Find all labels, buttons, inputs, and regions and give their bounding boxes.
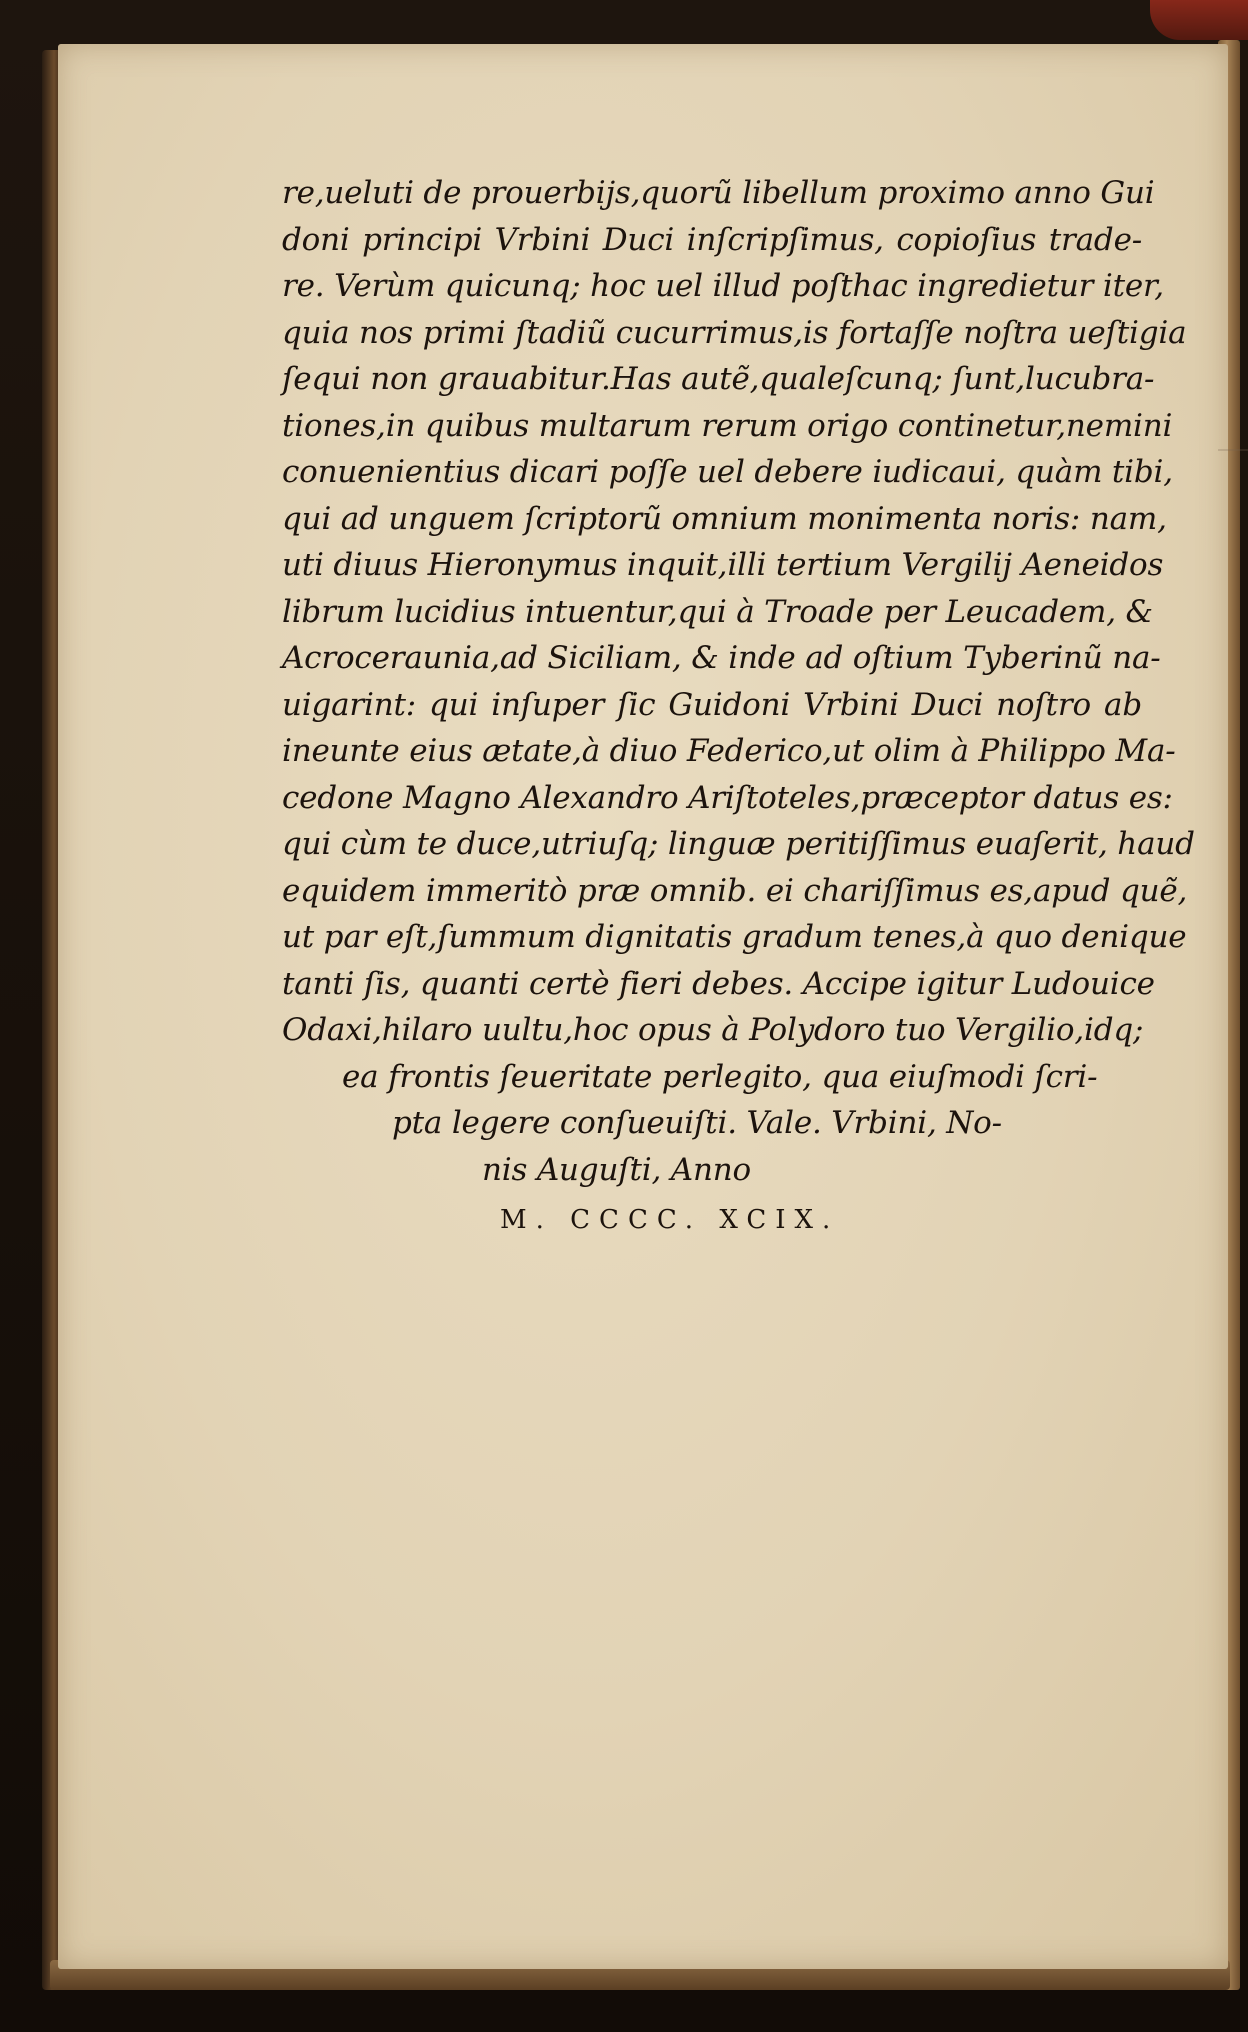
text-line: qui ad unguem ſcriptorũ omnium monimenta noris: nam, [282,500,1167,537]
text-line: tanti ſis, quanti certè fieri debes. Accipe igitur Ludouice [282,965,1155,1002]
text-line: uti diuus Hieronymus inquit,illi tertium Vergilij Aeneidos [282,547,1164,583]
page-text [282,170,1195,1244]
text-line: conuenientius dicari poſſe uel debere iudicaui, quàm tibi, [282,454,1173,490]
text-line: Odaxi,hilaro uultu,hoc opus à Polydoro tuo Vergilio,idq; [282,1012,1144,1048]
text-line: librum lucidius intuentur,qui à Troade per Leucadem, & [282,593,1153,630]
text-line: re,ueluti de prouerbijs,quorũ libellum proximo anno Gui [282,175,1155,211]
text-line: ut par eſt,ſummum dignitatis gradum tenes,à quo denique [282,919,1187,955]
text-line: ſequi non grauabitur.Has autẽ,qualeſcunq; ſunt,lucubra- [282,361,1155,397]
margin-mark [1218,449,1248,451]
text-line: ineunte eius ætate,à diuo Federico,ut olim à Philippo Ma- [282,733,1176,769]
text-line: quia nos primi ſtadiũ cucurrimus,is fortaſſe noſtra ueſtigia [282,314,1187,351]
text-line: uigarint: qui inſuper ſic Guidoni Vrbini Duci noſtro ab [282,686,1142,723]
text-line: Acroceraunia,ad Siciliam, & inde ad oſtium Tyberinũ na- [282,640,1161,676]
text-line: qui cùm te duce,utriuſq; linguæ peritiſſimus euaſerit, haud [282,826,1195,862]
page-corner [1150,0,1248,40]
text-line: equidem immeritò præ omnib. ei chariſſimus es,apud quẽ, [282,872,1188,909]
text-line: cedone Magno Alexandro Ariſtoteles,præceptor datus es: [282,779,1173,816]
closing-line: pta legere conſueuiſti. Vale. Vrbini, No- [392,1105,1002,1141]
closing-line: nis Auguſti, Anno [482,1151,751,1188]
text-line: re. Verùm quicunq; hoc uel illud poſthac ingredietur iter, [282,268,1164,304]
closing-line: ea frontis ſeueritate perlegito, qua eiuſmodi ſcri- [342,1058,1098,1095]
date-line: M. CCCC. XCIX. [500,1205,840,1235]
text-line: tiones,in quibus multarum rerum origo continetur,nemini [282,407,1173,444]
text-line: doni principi Vrbini Duci inſcripſimus, copioſius trade- [282,221,1142,258]
